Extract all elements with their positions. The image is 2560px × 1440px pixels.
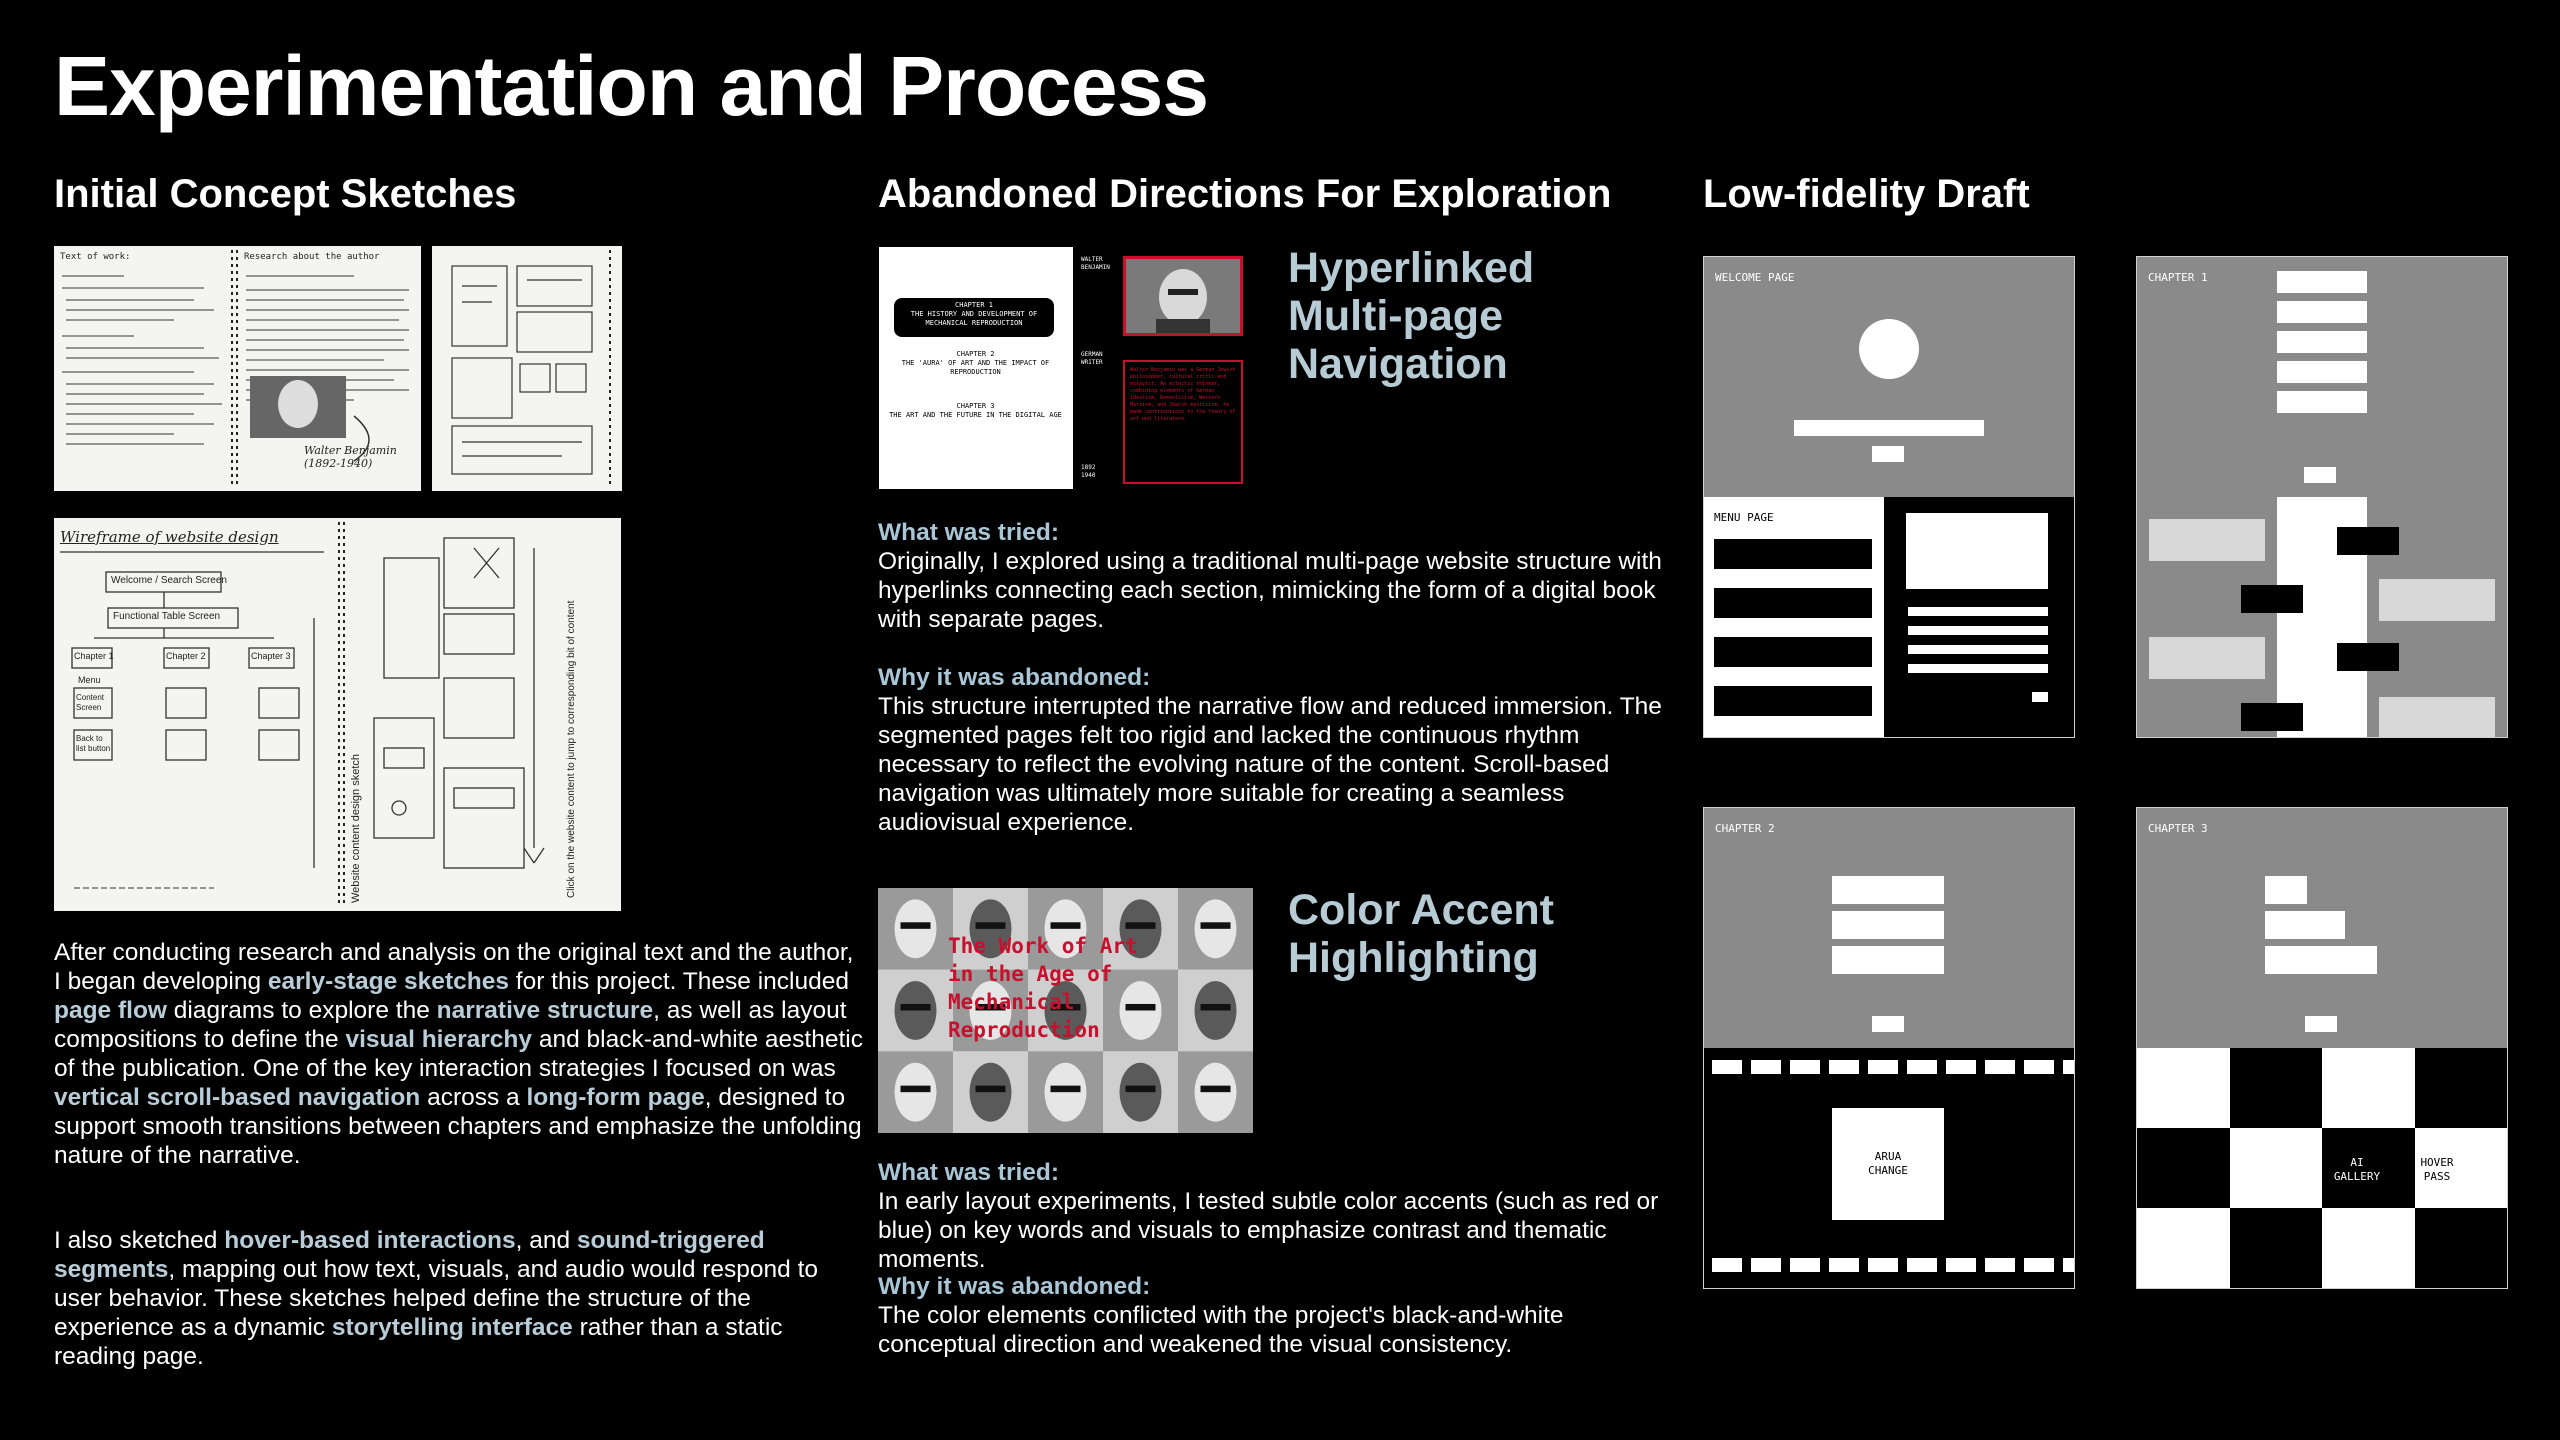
direction1-title: Hyperlinked Multi-page Navigation: [1288, 244, 1535, 388]
direction1-abandoned-text: This structure interrupted the narrative flow and reduced immersion. The segmented pages felt too rigid and lacked the continuous rhythm necessary to reflect the evolving nature of the content. Scroll-based navigation was ultimately more suitable for creating a seamless audiovisual experience.: [878, 693, 1662, 836]
wf-back-label: Back to list button: [76, 734, 111, 753]
film-perforation: [1751, 1258, 1781, 1272]
film-perforation: [1790, 1258, 1820, 1272]
paragraph-text: , as well as layout compositions to define the: [54, 997, 847, 1053]
multipage-mock-image: [878, 246, 1253, 490]
paragraph-text: and black-and-white aesthetic of the publication. One of the key interaction strategies I focused on was: [54, 1026, 863, 1082]
film-perforation: [1946, 1060, 1976, 1074]
mock-chapter-2: CHAPTER 2: [956, 350, 995, 358]
wf-chapter-3: Chapter 3: [251, 651, 291, 661]
section-title-sketches: Initial Concept Sketches: [54, 172, 517, 216]
film-perforation: [1868, 1060, 1898, 1074]
direction2-abandoned-text: The color elements conflicted with the project's black-and-white conceptual direction and weakened the visual consistency.: [878, 1302, 1564, 1358]
direction1-tried: [878, 518, 1678, 634]
lofi-filmstrip: [1704, 1048, 2074, 1288]
page-title: Experimentation and Process: [54, 39, 1209, 133]
overlay-line-4: Reproduction: [948, 1018, 1100, 1042]
lofi-chapter-2: [1703, 807, 2075, 1289]
film-perforation: [2063, 1258, 2075, 1272]
portrait-tile: [1178, 1051, 1253, 1133]
checker-cell: [2322, 1208, 2415, 1288]
mock-side-top: WALTER BENJAMIN: [1081, 256, 1110, 271]
direction1-abandoned: [878, 663, 1678, 837]
lofi-chapter-3-label: CHAPTER 3: [2148, 822, 2208, 835]
paragraph-text: across a: [420, 1084, 527, 1111]
film-perforation: [1712, 1060, 1742, 1074]
checker-cell: [2230, 1048, 2323, 1128]
portrait-tile: [953, 1051, 1028, 1133]
portrait-tile: [1103, 1051, 1178, 1133]
lofi-checker-grid: [2137, 1048, 2507, 1288]
film-perforation: [1829, 1060, 1859, 1074]
mock-chapter-1: CHAPTER 1: [955, 301, 993, 309]
notebook-heading: Research about the author: [244, 252, 380, 262]
portrait-tile: [878, 970, 953, 1052]
mock-chapter-2-sub: THE 'AURA' OF ART AND THE IMPACT OF REPRODUCTION: [901, 359, 1050, 376]
wireframe-sketch-image: [54, 518, 621, 911]
film-perforation: [1985, 1060, 2015, 1074]
checker-cell: [2230, 1128, 2323, 1208]
intro-paragraph-2: [54, 1226, 864, 1371]
wf-chapter-1: Chapter 1: [74, 651, 114, 661]
notebook-notes-heading: Text of work:: [60, 252, 131, 262]
lofi-chapter-1-label: CHAPTER 1: [2148, 271, 2208, 284]
film-perforation: [1946, 1258, 1976, 1272]
mock-side-bot: 1892 1940: [1081, 464, 1096, 479]
overlay-line-1: The Work of Art: [948, 934, 1138, 958]
portrait-tile: [1028, 1051, 1103, 1133]
lofi-menu-label: MENU PAGE: [1714, 511, 1774, 524]
highlight-keyword: page flow: [54, 997, 167, 1024]
paragraph-text: , mapping out how text, visuals, and audio would respond to user behavior. These sketches helped define the structure of the experience as a dynamic: [54, 1256, 819, 1341]
wf-content-label: Content Screen: [76, 693, 105, 712]
paragraph-text: After conducting research and analysis on the original text and the author, I began developing: [54, 939, 854, 995]
highlight-keyword: narrative structure: [436, 997, 654, 1024]
film-perforation: [1712, 1258, 1742, 1272]
direction2-tried: [878, 1158, 1678, 1274]
direction2-tried-label: What was tried:: [878, 1159, 1060, 1186]
overlay-line-3: Mechanical: [948, 990, 1075, 1014]
paragraph-text: I also sketched: [54, 1227, 225, 1254]
section-title-abandoned: Abandoned Directions For Exploration: [878, 172, 1612, 216]
paragraph-text: , and: [515, 1227, 577, 1254]
intro-paragraph-1: [54, 938, 864, 1170]
direction1-tried-text: Originally, I explored using a traditional multi-page website structure with hyperlinks connecting each section, mimicking the form of a digital book with separate pages.: [878, 548, 1662, 633]
direction2-tried-text: In early layout experiments, I tested subtle color accents (such as red or blue) on key words and visuals to emphasize contrast and thematic moments.: [878, 1188, 1659, 1273]
lofi-ai-gallery-label: AI GALLERY: [2333, 1156, 2381, 1183]
wireframe-heading: Wireframe of website design: [60, 528, 279, 546]
wf-menu-label: Menu: [78, 675, 101, 685]
wf-chapter-2: Chapter 2: [166, 651, 206, 661]
paragraph-text: , designed to support smooth transitions between chapters and emphasize the unfolding nature of the narrative.: [54, 1084, 862, 1169]
wf-vertical-note: Website content design sketch: [350, 754, 362, 903]
overlay-line-2: in the Age of: [948, 962, 1113, 986]
wf-functional-box: Functional Table Screen: [113, 611, 221, 622]
film-perforation: [1751, 1060, 1781, 1074]
direction2-abandoned: [878, 1272, 1678, 1359]
notebook-sketch-image: [54, 246, 421, 491]
checker-cell: [2230, 1208, 2323, 1288]
section-title-lofi: Low-fidelity Draft: [1703, 172, 2030, 216]
mock-bio: Walter Benjamin was a German Jewish philosopher, cultural critic and essayist. An eclectic thinker, combining elements of German idealism, Romanticism, Western Marxism, and Jewish mysticism, he made contributions to the theory of art and literature.: [1123, 360, 1243, 484]
film-perforation: [2024, 1060, 2054, 1074]
lofi-chapter-2-label: CHAPTER 2: [1715, 822, 1775, 835]
film-perforation: [1790, 1060, 1820, 1074]
mock-chapter-3: CHAPTER 3: [956, 402, 995, 410]
paragraph-text: for this project. These included: [508, 968, 849, 995]
lofi-chapter-1: [2136, 256, 2508, 738]
highlight-keyword: vertical scroll-based navigation: [54, 1084, 421, 1111]
film-perforation: [2024, 1258, 2054, 1272]
film-perforation: [2063, 1060, 2075, 1074]
paragraph-text: diagrams to explore the: [166, 997, 437, 1024]
color-accent-overlay: [948, 932, 1138, 1044]
direction2-abandoned-label: Why it was abandoned:: [878, 1273, 1151, 1300]
lofi-welcome-menu: [1703, 256, 2075, 738]
lofi-chapter-3: [2136, 807, 2508, 1289]
highlight-keyword: sound-triggered segments: [54, 1227, 765, 1283]
film-perforation: [1907, 1258, 1937, 1272]
wf-arrow-note: Click on the website content to jump to corresponding bit of content: [566, 600, 577, 898]
direction1-tried-label: What was tried:: [878, 519, 1060, 546]
checker-cell: [2137, 1128, 2230, 1208]
checker-cell: [2415, 1048, 2508, 1128]
film-perforation: [1829, 1258, 1859, 1272]
highlight-keyword: visual hierarchy: [345, 1026, 533, 1053]
welcome-logo-circle: [1859, 319, 1919, 379]
author-caption: Walter Benjamin (1892-1940): [304, 444, 397, 470]
checker-cell: [2322, 1048, 2415, 1128]
layout-sketch-image: [432, 246, 622, 491]
lofi-aura-label: ARUA CHANGE: [1868, 1150, 1908, 1177]
highlight-keyword: hover-based interactions: [224, 1227, 516, 1254]
lofi-hover-pass-label: HOVER PASS: [2420, 1156, 2454, 1183]
portrait-tile: [1178, 970, 1253, 1052]
paragraph-text: rather than a static reading page.: [54, 1314, 783, 1370]
portrait-tile: [878, 1051, 953, 1133]
mock-side-mid: GERMAN WRITER: [1081, 351, 1103, 366]
lofi-welcome-label: WELCOME PAGE: [1715, 271, 1795, 284]
portrait-tile: [1178, 888, 1253, 970]
highlight-keyword: storytelling interface: [331, 1314, 573, 1341]
film-perforation: [1907, 1060, 1937, 1074]
wf-welcome-box: Welcome / Search Screen: [111, 575, 227, 586]
mock-chapter-1-sub: THE HISTORY AND DEVELOPMENT OF MECHANICAL REPRODUCTION: [910, 310, 1038, 327]
portrait-tile: [878, 888, 953, 970]
highlight-keyword: early-stage sketches: [267, 968, 509, 995]
highlight-keyword: long-form page: [526, 1084, 705, 1111]
checker-cell: [2137, 1208, 2230, 1288]
direction2-title: Color Accent Highlighting: [1288, 886, 1554, 982]
checker-cell: [2415, 1208, 2508, 1288]
mock-chapter-3-sub: THE ART AND THE FUTURE IN THE DIGITAL AGE: [889, 411, 1062, 419]
film-perforation: [1868, 1258, 1898, 1272]
color-accent-mock-image: [878, 888, 1253, 1133]
direction1-abandoned-label: Why it was abandoned:: [878, 664, 1151, 691]
checker-cell: [2137, 1048, 2230, 1128]
film-perforation: [1985, 1258, 2015, 1272]
